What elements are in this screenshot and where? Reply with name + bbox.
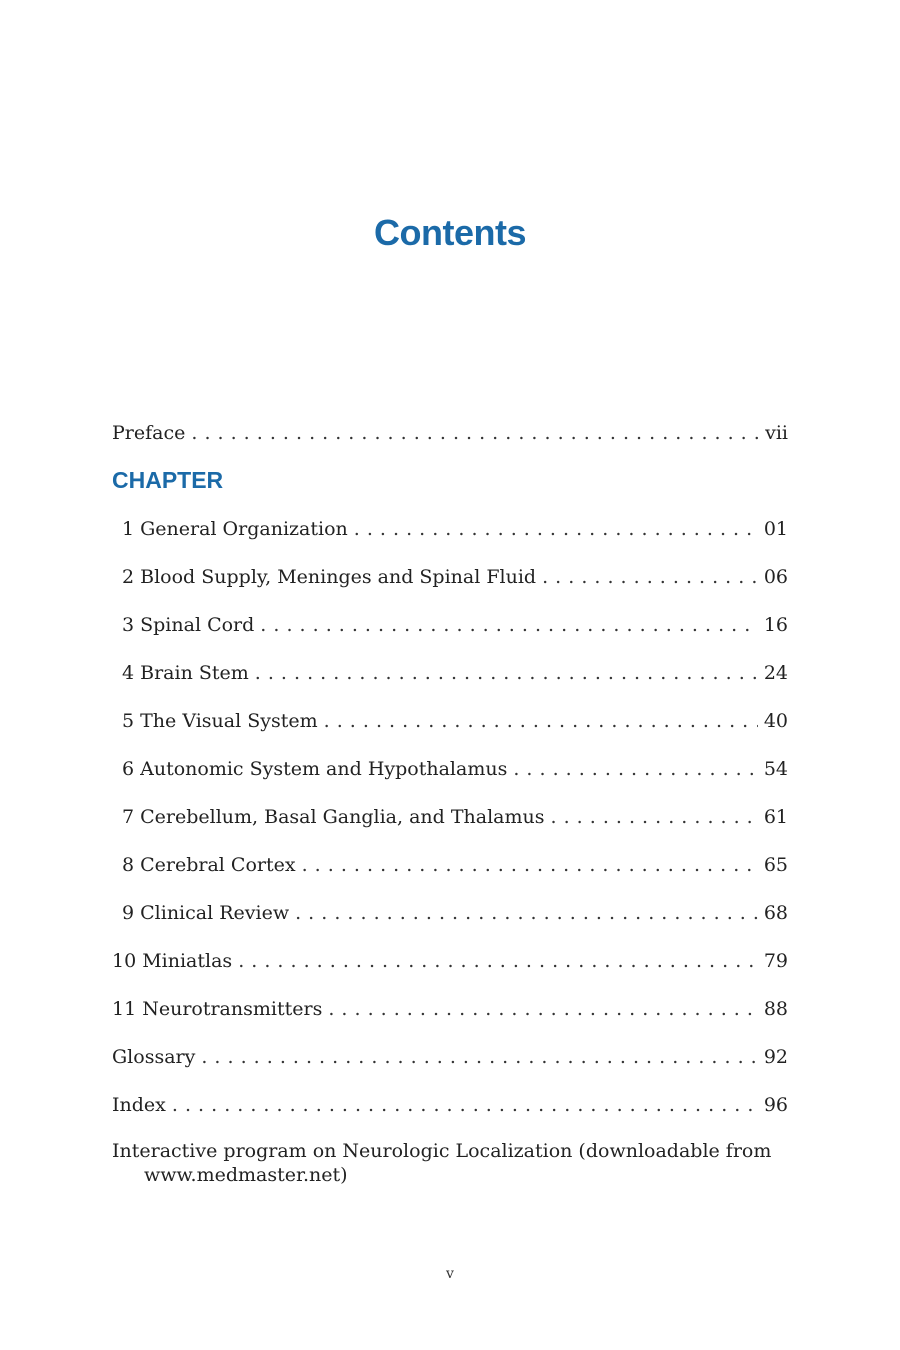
toc-page-number: 88	[763, 998, 788, 1020]
toc-entry-chapter[interactable]	[112, 755, 788, 783]
toc-entry-chapter[interactable]	[112, 611, 788, 639]
dot-leader	[551, 803, 758, 831]
toc-page-number: vii	[765, 422, 788, 444]
dot-leader	[260, 611, 758, 639]
section-heading-chapter: CHAPTER	[112, 467, 224, 493]
toc-page-number: 40	[763, 710, 788, 732]
note-line-2[interactable]: www.medmaster.net)	[144, 1164, 348, 1186]
toc-entry-preface[interactable]	[112, 419, 788, 447]
toc-page-number: 24	[763, 662, 788, 684]
dot-leader	[295, 899, 758, 927]
toc-entry-chapter[interactable]	[112, 899, 788, 927]
dot-leader	[255, 659, 758, 687]
toc-entry-label: 5 The Visual System	[122, 710, 318, 732]
note-line-1: Interactive program on Neurologic Localization (downloadable from	[112, 1140, 772, 1162]
toc-page-number: 06	[763, 566, 788, 588]
toc-entry-label: Glossary	[112, 1046, 196, 1068]
dot-leader	[513, 755, 757, 783]
toc-entry-label: 4 Brain Stem	[122, 662, 249, 684]
dot-leader	[328, 995, 757, 1023]
toc-entry-label: 7 Cerebellum, Basal Ganglia, and Thalamus	[122, 806, 545, 828]
toc-entry-chapter[interactable]	[112, 851, 788, 879]
toc-entry-label: 6 Autonomic System and Hypothalamus	[122, 758, 508, 780]
dot-leader	[172, 1091, 758, 1119]
toc-entry-chapter[interactable]	[112, 707, 788, 735]
toc-page-number: 54	[763, 758, 788, 780]
toc-entry-chapter[interactable]	[112, 515, 788, 543]
toc-entry-glossary[interactable]	[112, 1043, 788, 1071]
toc-entry-label: 2 Blood Supply, Meninges and Spinal Fluid	[122, 566, 537, 588]
dot-leader	[302, 851, 758, 879]
toc-page-number: 61	[763, 806, 788, 828]
dot-leader	[191, 419, 759, 447]
toc-page-number: 16	[763, 614, 788, 636]
interactive-program-note	[112, 1139, 788, 1187]
toc-page-number: 65	[763, 854, 788, 876]
toc-entry-label: Preface	[112, 422, 186, 444]
toc-entry-chapter[interactable]	[112, 659, 788, 687]
dot-leader	[201, 1043, 757, 1071]
dot-leader	[324, 707, 758, 735]
toc-entry-index[interactable]	[112, 1091, 788, 1119]
toc-entry-label: 1 General Organization	[122, 518, 348, 540]
toc-page-number: 96	[763, 1094, 788, 1116]
toc-page-number: 92	[763, 1046, 788, 1068]
toc-entry-label: Index	[112, 1094, 166, 1116]
toc-page-number: 79	[763, 950, 788, 972]
page-number-folio: v	[446, 1266, 454, 1282]
dot-leader	[542, 563, 758, 591]
dot-leader	[354, 515, 758, 543]
toc-page-number: 01	[763, 518, 788, 540]
toc-entry-label: 11 Neurotransmitters	[112, 998, 323, 1020]
toc-entry-label: 3 Spinal Cord	[122, 614, 255, 636]
toc-entry-chapter[interactable]	[112, 947, 788, 975]
dot-leader	[238, 947, 758, 975]
toc-entry-label: 8 Cerebral Cortex	[122, 854, 296, 876]
toc-entry-chapter[interactable]	[112, 803, 788, 831]
toc-entry-chapter[interactable]	[112, 995, 788, 1023]
table-of-contents	[112, 419, 788, 1187]
toc-entry-label: 9 Clinical Review	[122, 902, 290, 924]
toc-entry-label: 10 Miniatlas	[112, 950, 233, 972]
toc-entry-chapter[interactable]	[112, 563, 788, 591]
toc-page-number: 68	[763, 902, 788, 924]
page-title: Contents	[374, 212, 526, 253]
